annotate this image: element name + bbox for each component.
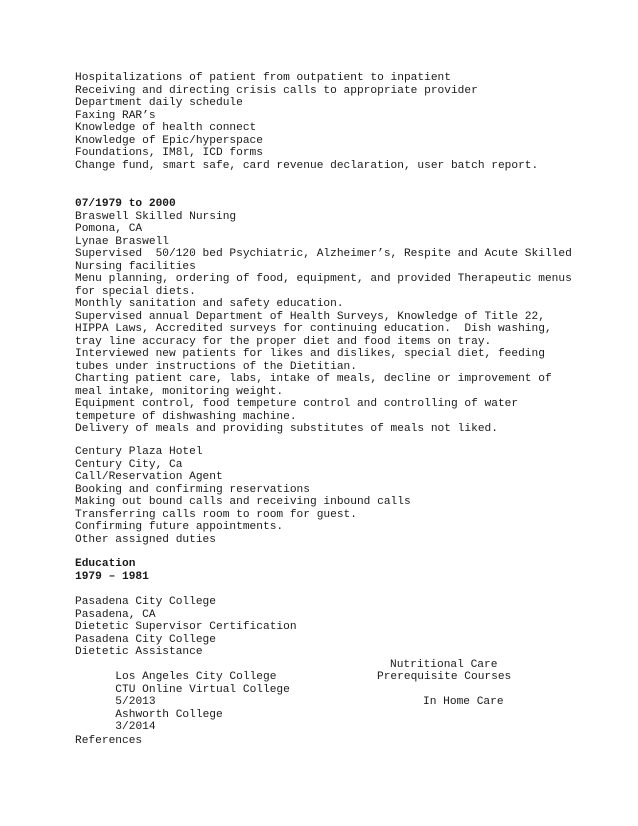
- job-line: Confirming future appointments.: [75, 521, 284, 533]
- references-section: [75, 735, 575, 748]
- skill-line: Change fund, smart safe, card revenue declaration, user batch report.: [75, 159, 539, 172]
- job-line: Century City, Ca: [75, 458, 183, 471]
- skill-line: Department daily schedule: [75, 97, 243, 109]
- job-line: Call/Reservation Agent: [75, 471, 223, 483]
- education-section: [75, 558, 575, 583]
- course-name: In Home Care: [423, 696, 504, 708]
- references-label: References: [75, 735, 143, 747]
- job-century-plaza: [75, 446, 575, 546]
- skill-line: Knowledge of health connect: [75, 122, 257, 134]
- skills-list: [75, 72, 575, 172]
- job-line: Pomona, CA: [75, 223, 143, 235]
- education-row: [75, 671, 575, 696]
- skill-line: Receiving and directing crisis calls to appropriate provider: [75, 84, 478, 97]
- education-line: Pasadena City College: [75, 596, 216, 608]
- education-line: Dietetic Assistance: [75, 646, 203, 658]
- education-row: [75, 696, 575, 721]
- job-line: Charting patient care, labs, intake of meals, decline or improvement of: [75, 373, 552, 385]
- job-line: Supervised annual Department of Health Surveys, Knowledge of Title 22,: [75, 310, 545, 323]
- school-name: CTU Online Virtual College: [115, 683, 290, 696]
- job-line: HIPPA Laws, Accredited surveys for continuing education. Dish washing,: [75, 323, 552, 335]
- skill-line: Faxing RAR’s: [75, 109, 156, 122]
- skill-line: Foundations, IM8l, ICD forms: [75, 147, 263, 159]
- skill-line: Knowledge of Epic/hyperspace: [75, 134, 263, 147]
- education-line: Dietetic Supervisor Certification: [75, 621, 297, 633]
- job-braswell: [75, 198, 575, 436]
- course-name: Prerequisite Courses: [377, 671, 512, 683]
- education-list: [75, 596, 575, 733]
- job-line: Menu planning, ordering of food, equipment, and provided Therapeutic menus: [75, 273, 572, 285]
- job-line: meal intake, monitoring weight.: [75, 385, 284, 398]
- skill-line: Hospitalizations of patient from outpatient to inpatient: [75, 72, 451, 84]
- education-dates: 1979 – 1981: [75, 570, 149, 583]
- job-line: tubes under instructions of the Dietitian.: [75, 360, 357, 373]
- job-line: Delivery of meals and providing substitutes of meals not liked.: [75, 423, 498, 435]
- education-heading: Education: [75, 558, 136, 570]
- job-line: Making out bound calls and receiving inbound calls: [75, 496, 411, 508]
- job-line: for special diets.: [75, 285, 196, 298]
- school-date: 5/2013: [115, 696, 156, 708]
- education-line: Pasadena, CA: [75, 608, 156, 621]
- job-line: Braswell Skilled Nursing: [75, 210, 237, 223]
- job-line: Transferring calls room to room for guest.: [75, 508, 357, 521]
- job-dates: 07/1979 to 2000: [75, 198, 176, 210]
- job-line: Monthly sanitation and safety education.: [75, 298, 344, 310]
- job-line: tempeture of dishwashing machine.: [75, 410, 297, 423]
- education-row: [75, 709, 575, 733]
- job-line: Century Plaza Hotel: [75, 446, 203, 458]
- job-line: Supervised 50/120 bed Psychiatric, Alzheimer’s, Respite and Acute Skilled: [75, 248, 572, 260]
- job-line: tray line accuracy for the proper diet and food items on tray.: [75, 335, 492, 348]
- job-line: Lynae Braswell: [75, 235, 169, 248]
- school-name: Ashworth College: [115, 708, 223, 721]
- education-line: Pasadena City College: [75, 633, 216, 646]
- job-line: Interviewed new patients for likes and dislikes, special diet, feeding: [75, 348, 545, 360]
- job-line: Other assigned duties: [75, 533, 216, 546]
- job-line: Nursing facilities: [75, 260, 196, 273]
- school-date: 3/2014: [115, 721, 156, 733]
- school-name: Los Angeles City College: [115, 671, 277, 683]
- job-line: Equipment control, food tempeture control and controlling of water: [75, 398, 519, 410]
- course-name: Nutritional Care: [390, 658, 498, 671]
- job-line: Booking and confirming reservations: [75, 483, 310, 496]
